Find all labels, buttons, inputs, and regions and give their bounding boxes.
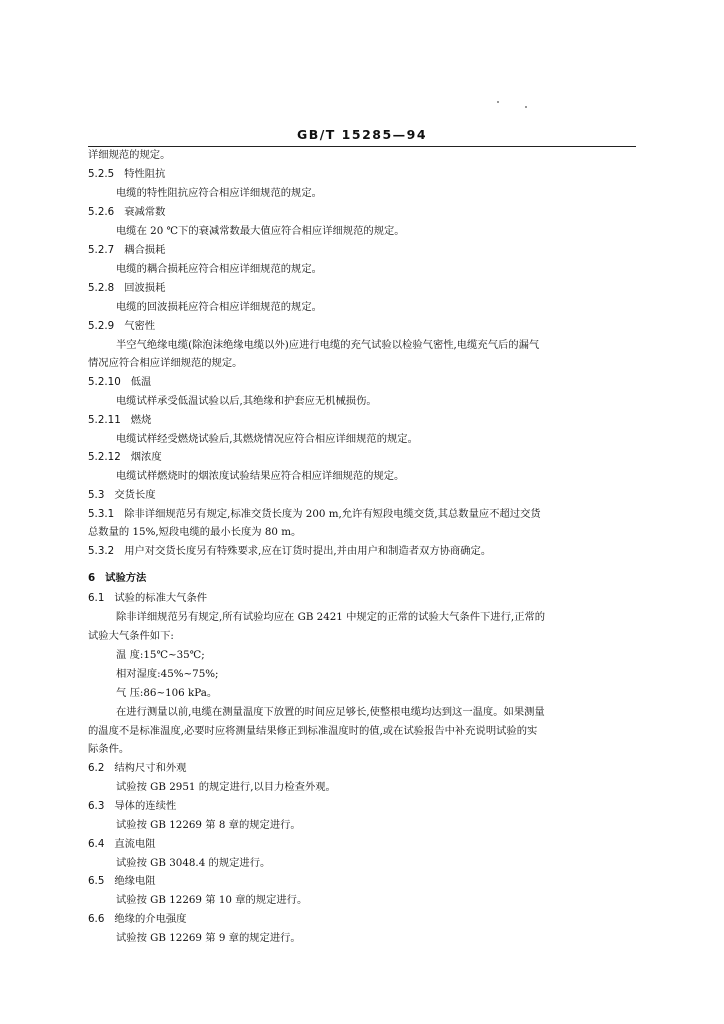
section-number: 6.2 (88, 762, 105, 774)
paragraph-text: 试验按 GB 12269 第 9 章的规定进行。 (116, 932, 301, 944)
section-line (88, 319, 155, 333)
section-line (88, 544, 491, 558)
text-line (116, 469, 404, 483)
section-number: 5.2.9 (88, 320, 115, 332)
section-title: 用户对交货长度另有特殊要求,应在订货时提出,并由用户和制造者双方协商确定。 (124, 545, 492, 557)
section-line (88, 488, 156, 502)
section-title: 耦合损耗 (124, 244, 166, 256)
paragraph-text: 电缆试样经受燃烧试验后,其燃烧情况应符合相应详细规范的规定。 (116, 433, 418, 445)
section-number: 6 (88, 572, 96, 584)
text-line (88, 148, 170, 162)
text-line (116, 394, 377, 408)
section-line (88, 243, 165, 257)
section-title: 低温 (130, 376, 152, 388)
paragraph-text: 在进行测量以前,电缆在测量温度下放置的时间应足够长,使整根电缆均达到这一温度。如果测量 (116, 706, 545, 718)
section-number: 5.3.1 (88, 508, 115, 520)
text-line (88, 525, 301, 539)
section-line (88, 281, 165, 295)
text-line (88, 629, 174, 643)
paragraph-text: 电缆的耦合损耗应符合相应详细规范的规定。 (116, 263, 322, 275)
section-number: 6.5 (88, 875, 105, 887)
paragraph-text: 电缆的特性阻抗应符合相应详细规范的规定。 (116, 187, 322, 199)
paragraph-text: 的温度不是标准温度,必要时应将测量结果修正到标准温度时的值,或在试验报告中补充说明试验的实 (88, 725, 538, 737)
paragraph-text: 总数量的 15%,短段电缆的最小长度为 80 m。 (88, 526, 302, 538)
header-rule (88, 146, 636, 147)
text-line (116, 931, 301, 945)
section-title: 绝缘电阻 (114, 875, 156, 887)
section-number: 6.4 (88, 838, 105, 850)
section-number: 5.2.6 (88, 206, 115, 218)
section-line (88, 571, 146, 585)
section-line (88, 837, 156, 851)
paragraph-text: 气 压:86~106 kPa。 (116, 687, 218, 699)
text-line (116, 667, 219, 681)
paragraph-text: 半空气绝缘电缆(除泡沫绝缘电缆以外)应进行电缆的充气试验以检验气密性,电缆充气后的漏气 (116, 339, 540, 351)
paragraph-text: 温 度:15℃~35℃; (116, 649, 205, 661)
text-line (116, 893, 307, 907)
section-number: 6.1 (88, 592, 105, 604)
section-title: 结构尺寸和外观 (114, 762, 187, 774)
section-line (88, 761, 186, 775)
paragraph-text: 试验大气条件如下: (88, 630, 174, 642)
section-title: 直流电阻 (114, 838, 156, 850)
text-line (116, 705, 545, 719)
text-line (88, 356, 242, 370)
section-number: 5.3 (88, 489, 105, 501)
section-title: 试验方法 (105, 572, 147, 584)
section-number: 5.3.2 (88, 545, 115, 557)
section-line (88, 413, 151, 427)
section-title: 燃烧 (130, 414, 152, 426)
scan-speck (497, 101, 499, 103)
text-line (116, 224, 405, 238)
section-line (88, 375, 151, 389)
paragraph-text: 试验按 GB 2951 的规定进行,以目力检查外观。 (116, 781, 336, 793)
text-line (116, 300, 322, 314)
paragraph-text: 电缆试样承受低温试验以后,其绝缘和护套应无机械损伤。 (116, 395, 377, 407)
section-title: 除非详细规范另有规定,标准交货长度为 200 m,允许有短段电缆交货,其总数量应不超过交货 (124, 508, 541, 520)
section-number: 6.6 (88, 913, 105, 925)
section-title: 特性阻抗 (124, 168, 166, 180)
section-title: 烟浓度 (130, 451, 162, 463)
section-line (88, 450, 162, 464)
section-number: 5.2.7 (88, 244, 115, 256)
section-title: 气密性 (124, 320, 156, 332)
text-line (116, 610, 545, 624)
paragraph-text: 详细规范的规定。 (88, 149, 171, 161)
text-line (116, 856, 270, 870)
section-number: 6.3 (88, 800, 105, 812)
section-title: 交货长度 (114, 489, 156, 501)
paragraph-text: 电缆试样燃烧时的烟浓度试验结果应符合相应详细规范的规定。 (116, 470, 405, 482)
section-number: 5.2.8 (88, 282, 115, 294)
section-number: 5.2.10 (88, 376, 121, 388)
section-line (88, 591, 207, 605)
text-line (88, 724, 537, 738)
text-line (116, 780, 336, 794)
section-title: 导体的连续性 (114, 800, 177, 812)
paragraph-text: 电缆的回波损耗应符合相应详细规范的规定。 (116, 301, 322, 313)
paragraph-text: 际条件。 (88, 743, 130, 755)
paragraph-text: 试验按 GB 3048.4 的规定进行。 (116, 857, 271, 869)
section-line (88, 507, 541, 521)
text-line (116, 262, 322, 276)
section-title: 绝缘的介电强度 (114, 913, 187, 925)
text-line (116, 648, 205, 662)
standard-header: GB/T 15285—94 (296, 127, 428, 142)
text-line (116, 818, 301, 832)
section-title: 试验的标准大气条件 (114, 592, 208, 604)
scan-speck (525, 106, 527, 108)
text-line (116, 338, 539, 352)
text-line (88, 742, 129, 756)
text-line (116, 432, 418, 446)
section-line (88, 912, 186, 926)
text-line (116, 686, 217, 700)
paragraph-text: 试验按 GB 12269 第 10 章的规定进行。 (116, 894, 308, 906)
section-number: 5.2.11 (88, 414, 121, 426)
paragraph-text: 相对湿度:45%~75%; (116, 668, 219, 680)
text-line (116, 186, 322, 200)
section-number: 5.2.12 (88, 451, 121, 463)
section-title: 衰减常数 (124, 206, 166, 218)
paragraph-text: 情况应符合相应详细规范的规定。 (88, 357, 243, 369)
paragraph-text: 除非详细规范另有规定,所有试验均应在 GB 2421 中规定的正常的试验大气条件下进行,正常的 (116, 611, 546, 623)
paragraph-text: 试验按 GB 12269 第 8 章的规定进行。 (116, 819, 301, 831)
section-line (88, 874, 156, 888)
paragraph-text: 电缆在 20 ℃下的衰减常数最大值应符合相应详细规范的规定。 (116, 225, 405, 237)
section-number: 5.2.5 (88, 168, 115, 180)
section-title: 回波损耗 (124, 282, 166, 294)
section-line (88, 799, 176, 813)
section-line (88, 205, 165, 219)
section-line (88, 167, 165, 181)
